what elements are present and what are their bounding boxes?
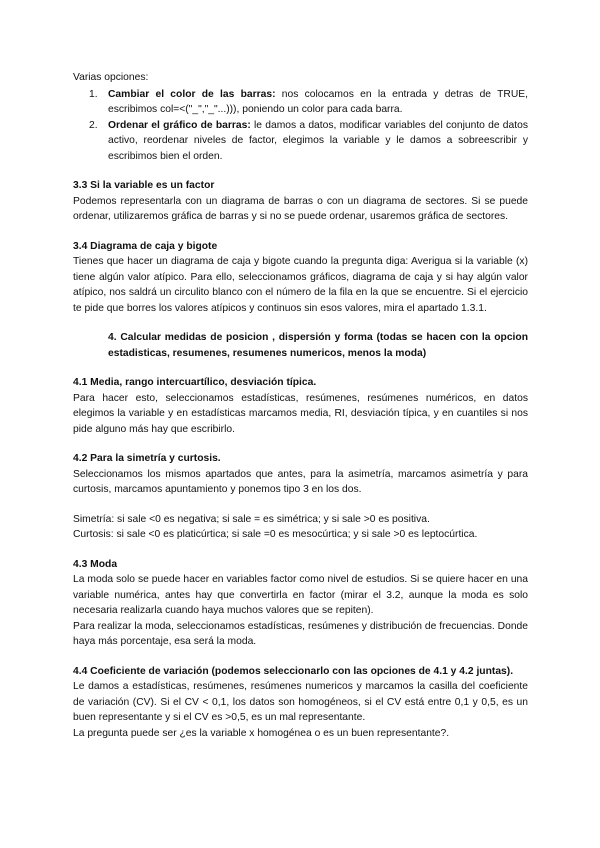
- section-body-4-1: Para hacer esto, seleccionamos estadísticas, resúmenes, resúmenes numéricos, en datos elegimos la variable y en estadísticas marcamos media, RI, desviación típica, y en cuantiles si nos pide alguno más hay que escribirlo.: [73, 392, 528, 435]
- section-body-4-4: Le damos a estadísticas, resúmenes, resúmenes numericos y marcamos la casilla del coeficiente de variación (CV). Si el CV < 0,1, los datos son homogéneos, si el CV está entre 0,1 y 0,5, es un buen representante y si el CV es >0,5, es un mal representante.: [73, 681, 528, 723]
- section-heading-3-3: 3.3 Si la variable es un factor: [73, 180, 215, 191]
- section-body-4-3: La moda solo se puede hacer en variables factor como nivel de estudios. Si se quiere hacer en una variable numérica, antes hay que convertirla en factor (mirar el 3.2, aunque la moda es solo necesaria realizarla cuando haya muchos valores que se repiten).: [73, 574, 528, 616]
- option-text: nos colocamos en la entrada y detras de TRUE, escribimos col=<("_","_"...))), poniendo un color para cada barra.: [108, 88, 528, 115]
- document-page: [73, 70, 528, 741]
- section-heading-4-1: 4.1 Media, rango intercuartílico, desviación típica.: [73, 377, 317, 388]
- section-body-3-4: Tienes que hacer un diagrama de caja y bigote cuando la pregunta diga: Averigua si la variable (x) tiene algún valor atípico. Para ello, seleccionamos gráficos, diagrama de caja y si hay algún valor atípico, nos saldrá un circulito blanco con el número de la fila en la que se encuentre. Si el ejercicio te pide que borres los valores atípicos y continuos sin esos valores, mira el apartado 1.3.1.: [73, 256, 528, 314]
- section-body-4-2: Seleccionamos los mismos apartados que antes, para la asimetría, marcamos asimetría y para curtosis, marcamos apuntamiento y ponemos tipo 3 en los dos.: [73, 468, 528, 495]
- section-heading-4-3: 4.3 Moda: [73, 558, 118, 570]
- section-heading-3-4: 3.4 Diagrama de caja y bigote: [73, 240, 218, 252]
- section-body-3-3: Podemos representarla con un diagrama de barras o con un diagrama de sectores. Si se puede ordenar, utilizaremos gráfica de barras y si no se puede ordenar, usaremos gráfica de sectores.: [73, 195, 528, 222]
- section-heading-4: 4. Calcular medidas de posicion , dispersión y forma (todas se hacen con la opcion estadisticas, resumenes, resumenes numericos, menos la moda): [108, 332, 528, 359]
- intro-text: Varias opciones:: [73, 72, 149, 83]
- option-title: Ordenar el gráfico de barras:: [108, 119, 251, 131]
- options-list: [73, 87, 528, 165]
- section-question-4-4: La pregunta puede ser ¿es la variable x homogénea o es un buen representante?.: [73, 727, 450, 739]
- list-number: 1.: [89, 88, 98, 100]
- section-heading-4-4: 4.4 Coeficiente de variación (podemos seleccionarlo con las opciones de 4.1 y 4.2 juntas).: [73, 665, 514, 677]
- curtosis-text: Curtosis: si sale <0 es platicúrtica; si sale =0 es mesocúrtica; y si sale >0 es leptocúrtica.: [73, 529, 478, 540]
- simetria-text: Simetría: si sale <0 es negativa; si sale = es simétrica; y si sale >0 es positiva.: [73, 513, 430, 525]
- list-item: [73, 118, 528, 165]
- section-body-4-3-b: Para realizar la moda, seleccionamos estadísticas, resúmenes y distribución de frecuencias. Donde haya más porcentaje, esa será la moda.: [73, 620, 528, 647]
- list-number: 2.: [89, 119, 98, 131]
- list-item: [73, 87, 528, 118]
- section-heading-4-2: 4.2 Para la simetría y curtosis.: [73, 453, 221, 464]
- option-title: Cambiar el color de las barras:: [108, 88, 276, 100]
- option-text: le damos a datos, modificar variables del conjunto de datos activo, reordenar niveles de factor, elegimos la variable y le damos a sobreescribir y escribimos bien el orden.: [108, 119, 528, 162]
